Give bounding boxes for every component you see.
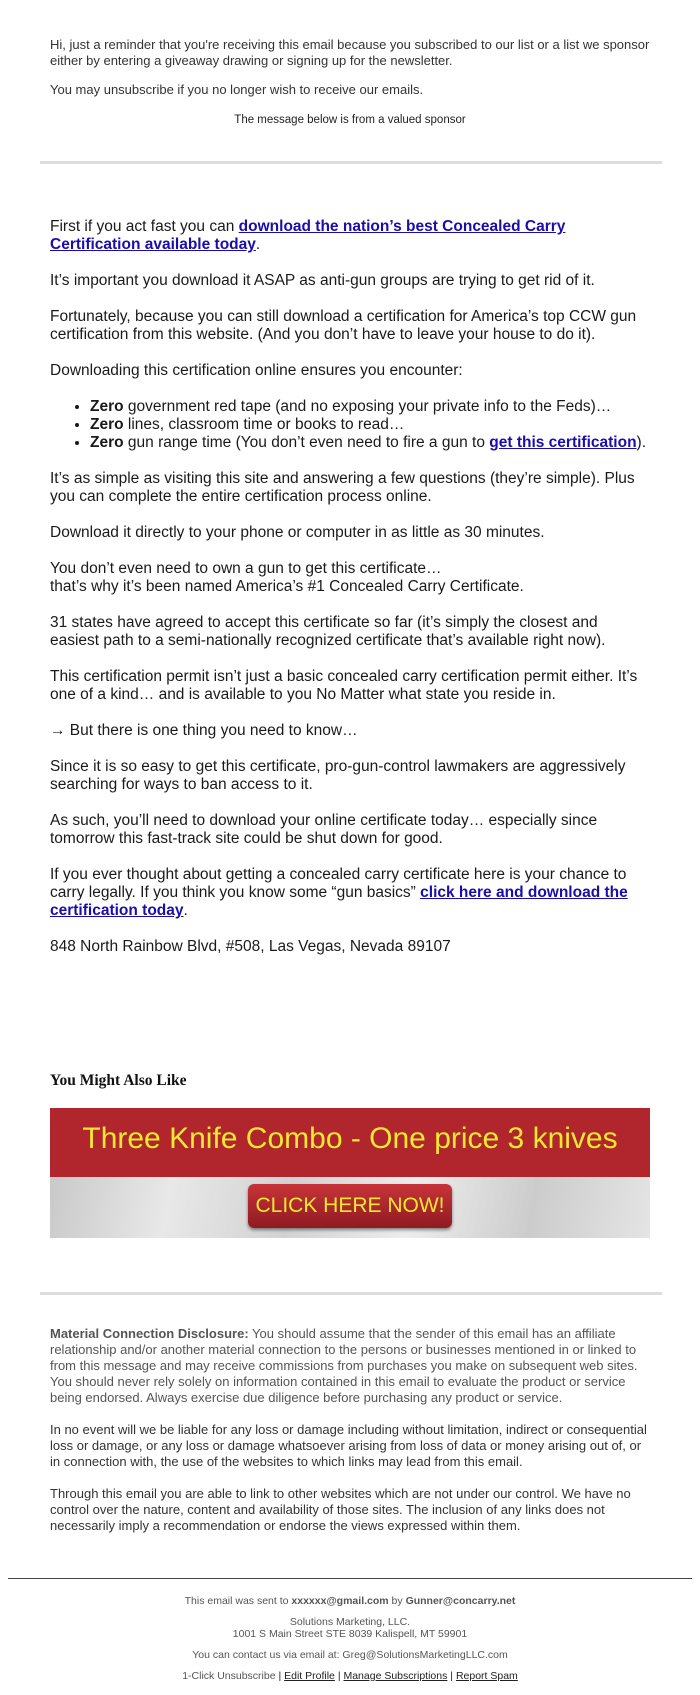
email-body	[50, 218, 650, 974]
sent-to-line: This email was sent to xxxxxx@gmail.com by Gunner@concarry.net	[184, 1595, 516, 1607]
contact-line: You can contact us via email at: Greg@SolutionsMarketingLLC.com	[192, 1649, 508, 1661]
liability-text: In no event will we be liable for any loss or damage including without limitation, indirect or consequential loss or damage, or any loss or damage whatsoever arising from loss of data or money arising out of, or in connection with, the use of the websites to which links may lead from this email.	[50, 1422, 647, 1469]
paragraph-10: → But there is one thing you need to know…	[50, 722, 358, 739]
click-here-now-button[interactable]: CLICK HERE NOW!	[248, 1184, 452, 1228]
paragraph-6: Download it directly to your phone or computer in as little as 30 minutes.	[50, 524, 545, 541]
list-item: • Zero lines, classroom time or books to read…	[90, 416, 650, 434]
download-certification-link[interactable]: download the nation’s best Concealed Carry Certification available today	[50, 218, 566, 253]
paragraph-5: It’s as simple as visiting this site and answering a few questions (they’re simple). Plus you can complete the entire certification process online.	[50, 470, 635, 505]
sender-email: Gunner@concarry.net	[405, 1595, 516, 1607]
also-like-heading: You Might Also Like	[50, 1072, 187, 1089]
list-item: • Zero government red tape (and no exposing your private info to the Feds)…	[90, 398, 650, 416]
report-spam-link[interactable]: Report Spam	[455, 1670, 518, 1682]
get-certification-link[interactable]: get this certification	[489, 434, 637, 451]
paragraph-2: It’s important you download it ASAP as anti-gun groups are trying to get rid of it.	[50, 272, 595, 289]
banner-header	[50, 1108, 650, 1177]
paragraph-3: Fortunately, because you can still download a certification for America’s top CCW gun certification from this website. (And you don’t have to leave your house to do it).	[50, 308, 637, 343]
manage-subscriptions-link[interactable]: Manage Subscriptions	[343, 1670, 448, 1682]
unsubscribe-note: You may unsubscribe if you no longer wish to receive our emails.	[50, 82, 424, 97]
footer-links: 1-Click Unsubscribe | Edit Profile | Manage Subscriptions | Report Spam	[182, 1670, 518, 1682]
edit-profile-link[interactable]: Edit Profile	[284, 1670, 335, 1682]
paragraph-11: Since it is so easy to get this certificate, pro-gun-control lawmakers are aggressively searching for ways to ban access to it.	[50, 758, 626, 793]
external-links-text: Through this email you are able to link to other websites which are not under our control. We have no control over the nature, content and availability of those sites. The inclusion of any links does not necessarily imply a recommendation or endorse the views expressed within them.	[50, 1486, 631, 1533]
click-here-download-link[interactable]: click here and download the certification today	[50, 884, 628, 919]
paragraph-7: You don’t even need to own a gun to get this certificate… that’s why it’s been named America’s #1 Concealed Carry Certificate.	[50, 560, 524, 595]
divider-bottom	[40, 1292, 662, 1295]
disclosure-label: Material Connection Disclosure:	[50, 1326, 249, 1341]
one-click-unsubscribe-label[interactable]: 1-Click Unsubscribe	[182, 1670, 276, 1682]
reminder-text: Hi, just a reminder that you're receiving this email because you subscribed to our list or a list we sponsor either by entering a giveaway drawing or signing up for the newsletter.	[50, 37, 650, 68]
disclosure-section	[50, 1326, 650, 1550]
company-address: Solutions Marketing, LLC. 1001 S Main Street STE 8039 Kalispell, MT 59901	[232, 1616, 468, 1640]
banner-title: Three Knife Combo - One price 3 knives	[82, 1122, 618, 1155]
recipient-email: xxxxxx@gmail.com	[291, 1595, 389, 1607]
footer	[50, 1595, 650, 1691]
paragraph-8: 31 states have agreed to accept this certificate so far (it’s simply the closest and easiest path to a semi-nationally recognized certificate that’s available right now).	[50, 614, 606, 649]
paragraph-9: This certification permit isn’t just a basic concealed carry certification permit either. It’s one of a kind… and is available to you No Matter what state you reside in.	[50, 668, 638, 703]
footer-divider	[8, 1578, 692, 1579]
material-disclosure: Material Connection Disclosure: You should assume that the sender of this email has an affiliate relationship and/or another material connection to the persons or businesses mentioned in or linked to from this message and may receive commissions from purchases you make on subsequent web sites. You should never rely solely on information contained in this email to evaluate the product or service being endorsed. Always exercise due diligence before purchasing any product or service.	[50, 1326, 638, 1405]
paragraph-1: First if you act fast you can download the nation’s best Concealed Carry Certification available today.	[50, 218, 566, 253]
paragraph-13: If you ever thought about getting a concealed carry certificate here is your chance to carry legally. If you think you know some “gun basics” click here and download the certification today.	[50, 866, 628, 919]
divider-top	[40, 161, 662, 164]
intro-section	[50, 37, 650, 141]
paragraph-12: As such, you’ll need to download your online certificate today… especially since tomorrow this fast-track site could be shut down for good.	[50, 812, 598, 847]
sender-address: 848 North Rainbow Blvd, #508, Las Vegas, Nevada 89107	[50, 938, 451, 955]
sponsor-note: The message below is from a valued sponsor	[234, 114, 466, 126]
knife-combo-banner[interactable]	[50, 1108, 650, 1238]
benefits-list	[50, 398, 650, 452]
list-item: • Zero gun range time (You don’t even need to fire a gun to get this certification).	[90, 434, 650, 452]
paragraph-4: Downloading this certification online ensures you encounter:	[50, 362, 463, 379]
